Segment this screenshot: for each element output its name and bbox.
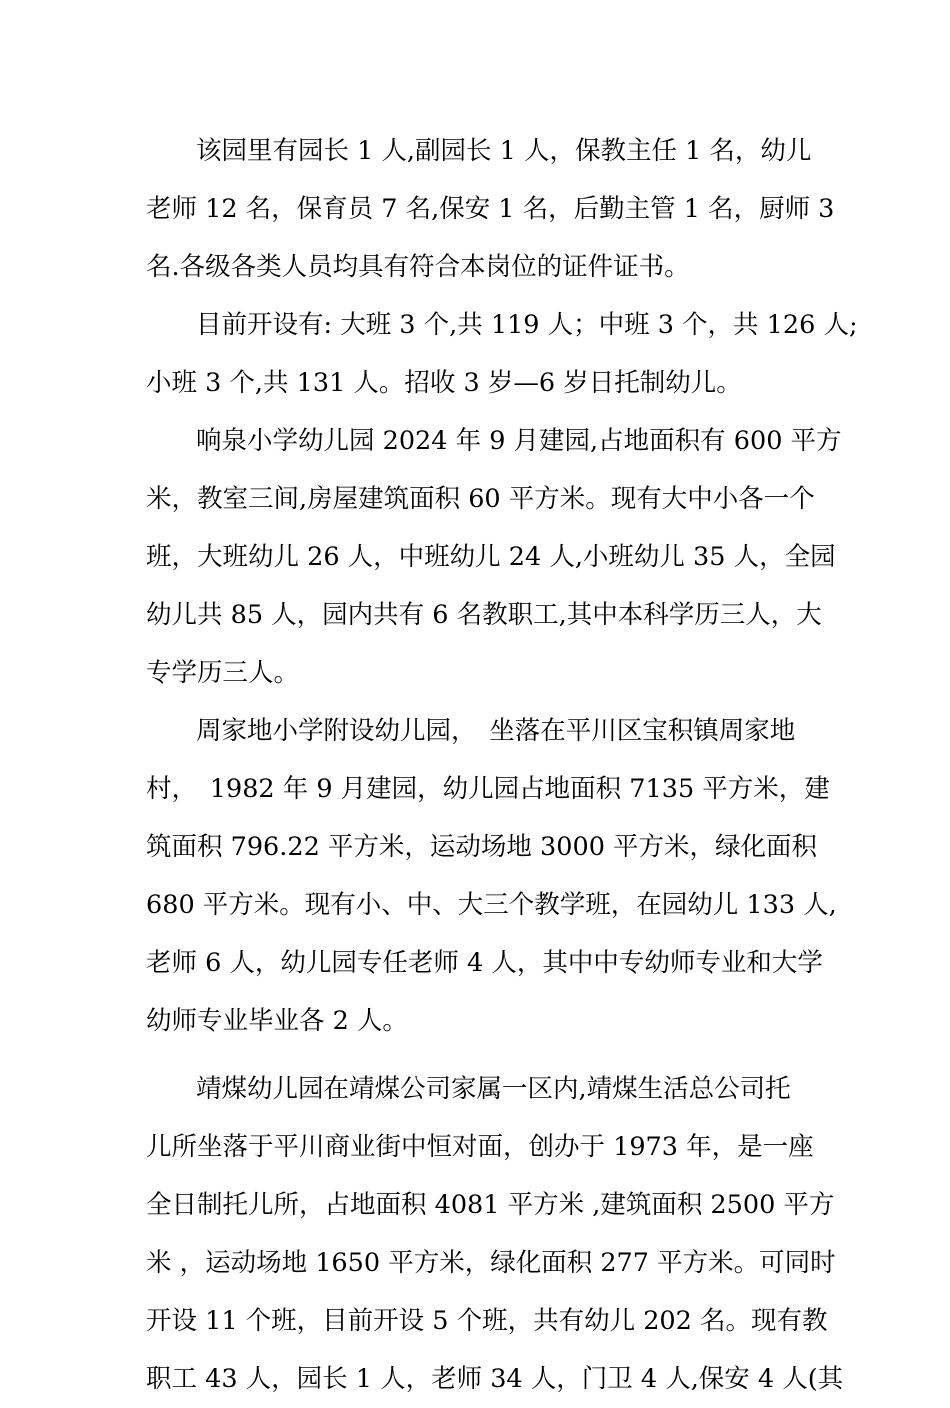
paragraph-classes xyxy=(146,296,858,412)
text-line: 开设 11 个班，目前开设 5 个班，共有幼儿 202 名。现有教 xyxy=(146,1306,828,1336)
text-line: 名.各级各类人员均具有符合本岗位的证件证书。 xyxy=(146,252,690,282)
document-body xyxy=(146,122,858,1408)
text-line: 米，教室三间,房屋建筑面积 60 平方米。现有大中小各一个 xyxy=(146,484,815,514)
paragraph-xiangquan xyxy=(146,412,842,702)
text-line: 靖煤幼儿园在靖煤公司家属一区内,靖煤生活总公司托 xyxy=(196,1074,791,1104)
text-line: 该园里有园长 1 人,副园长 1 人，保教主任 1 名，幼儿 xyxy=(196,136,812,166)
text-line: 儿所坐落于平川商业街中恒对面，创办于 1973 年，是一座 xyxy=(146,1132,814,1162)
text-line: 村， 1982 年 9 月建园，幼儿园占地面积 7135 平方米，建 xyxy=(146,774,830,804)
text-line: 职工 43 人，园长 1 人，老师 34 人，门卫 4 人,保安 4 人(其 xyxy=(146,1364,844,1394)
text-line: 响泉小学幼儿园 2024 年 9 月建园,占地面积有 600 平方 xyxy=(196,426,842,456)
text-line: 幼师专业毕业各 2 人。 xyxy=(146,1006,408,1036)
text-line: 周家地小学附设幼儿园， 坐落在平川区宝积镇周家地 xyxy=(196,716,796,746)
text-line: 小班 3 个,共 131 人。招收 3 岁—6 岁日托制幼儿。 xyxy=(146,368,742,398)
text-line: 幼儿共 85 人，园内共有 6 名教职工,其中本科学历三人，大 xyxy=(146,600,822,630)
text-line: 筑面积 796.22 平方米，运动场地 3000 平方米，绿化面积 xyxy=(146,832,818,862)
paragraph-jingmei xyxy=(146,1060,844,1408)
text-line: 专学历三人。 xyxy=(146,658,300,688)
text-line: 班，大班幼儿 26 人，中班幼儿 24 人,小班幼儿 35 人，全园 xyxy=(146,542,836,572)
text-line: 老师 6 人，幼儿园专任老师 4 人，其中中专幼师专业和大学 xyxy=(146,948,823,978)
text-line: 全日制托儿所，占地面积 4081 平方米 ,建筑面积 2500 平方 xyxy=(146,1190,835,1220)
text-line: 米 ，运动场地 1650 平方米，绿化面积 277 平方米。可同时 xyxy=(146,1248,836,1278)
text-line: 目前开设有: 大班 3 个,共 119 人；中班 3 个，共 126 人; xyxy=(196,310,858,340)
text-line: 680 平方米。现有小、中、大三个教学班，在园幼儿 133 人, xyxy=(146,890,837,920)
paragraph-gap xyxy=(146,1050,810,1060)
paragraph-zhoujiadi xyxy=(146,702,837,1050)
text-line: 老师 12 名，保育员 7 名,保安 1 名，后勤主管 1 名，厨师 3 xyxy=(146,194,835,224)
paragraph-staff xyxy=(146,122,835,296)
